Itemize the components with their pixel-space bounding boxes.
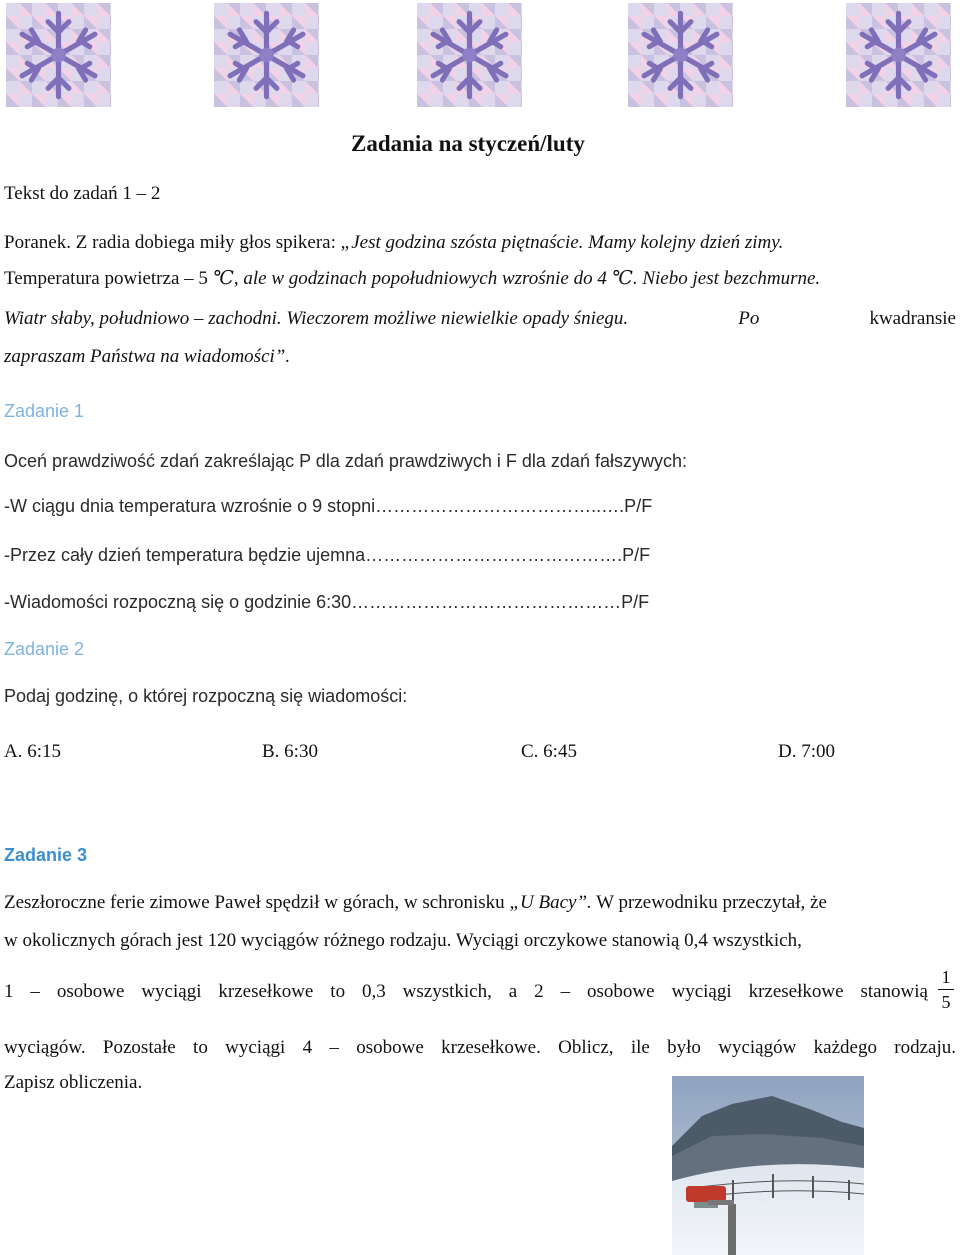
- task1-item: -Przez cały dzień temperatura będzie ujemna…………………………………….P/F: [4, 545, 651, 565]
- task3-shelter-name: „U Bacy”.: [509, 892, 592, 913]
- answer-option-d: D. 7:00: [778, 741, 835, 762]
- answer-option-a: A. 6:15: [4, 741, 61, 762]
- fraction: [936, 966, 956, 1013]
- passage-line-3: [4, 308, 956, 330]
- task3-line-1: [4, 892, 827, 914]
- task1-item: -Wiadomości rozpoczną się o godzinie 6:30………………………………………P/F: [4, 592, 650, 612]
- passage-quote: kwadransie: [869, 308, 956, 329]
- answer-option-b: B. 6:30: [262, 741, 318, 762]
- passage-line-2: [4, 268, 820, 290]
- intro-label: Tekst do zadań 1 – 2: [4, 183, 161, 204]
- page-title: Zadania na styczeń/luty: [351, 131, 585, 156]
- passage-quote: ℃, ale w godzinach popołudniowych wzrośnie do 4 ℃. Niebo jest bezchmurne.: [212, 268, 821, 289]
- passage-text: Temperatura powietrza – 5: [4, 268, 213, 289]
- snowflake-image: [417, 3, 522, 107]
- task2-question: Podaj godzinę, o której rozpoczną się wiadomości:: [4, 686, 408, 706]
- task3-line-2: w okolicznych górach jest 120 wyciągów różnego rodzaju. Wyciągi orczykowe stanowią 0,4 wszystkich,: [4, 930, 802, 951]
- fraction-denominator: 5: [941, 992, 951, 1012]
- task2-heading: Zadanie 2: [4, 639, 85, 659]
- task1-item: -W ciągu dnia temperatura wzrośnie o 9 stopni………………………………..….P/F: [4, 496, 653, 516]
- passage-text: Poranek. Z radia dobiega miły głos spikera:: [4, 232, 341, 253]
- passage-line-4: zapraszam Państwa na wiadomości”.: [4, 346, 291, 367]
- snowflake-image: [6, 3, 111, 107]
- snowflake-image: [846, 3, 951, 107]
- task3-line-4: wyciągów. Pozostałe to wyciągi 4 – osobowe krzesełkowe. Oblicz, ile było wyciągów każdego rodzaju.: [4, 1037, 956, 1058]
- ski-lift-photo: [672, 1076, 864, 1255]
- task3-heading: Zadanie 3: [4, 845, 88, 865]
- task3-line-3: 1 – osobowe wyciągi krzesełkowe to 0,3 wszystkich, a 2 – osobowe wyciągi krzesełkowe stanowią: [4, 981, 928, 1002]
- snowflake-image: [628, 3, 733, 107]
- passage-quote: Po: [738, 308, 760, 329]
- passage-line-1: [4, 232, 783, 254]
- fraction-bar: [938, 989, 954, 990]
- task3-line-5: Zapisz obliczenia.: [4, 1072, 143, 1093]
- answer-option-c: C. 6:45: [521, 741, 577, 762]
- task1-heading: Zadanie 1: [4, 401, 85, 421]
- task3-text: W przewodniku przeczytał, że: [591, 892, 827, 913]
- task3-text: Zeszłoroczne ferie zimowe Paweł spędził w górach, w schronisku: [4, 892, 510, 913]
- passage-quote: „Jest godzina szósta piętnaście. Mamy kolejny dzień zimy.: [340, 232, 784, 253]
- task1-instruction: Oceń prawdziwość zdań zakreślając P dla zdań prawdziwych i F dla zdań fałszywych:: [4, 451, 687, 471]
- fraction-numerator: 1: [941, 967, 951, 987]
- snowflake-image: [214, 3, 319, 107]
- passage-quote: Wiatr słaby, południowo – zachodni. Wieczorem możliwe niewielkie opady śniegu.: [4, 308, 629, 329]
